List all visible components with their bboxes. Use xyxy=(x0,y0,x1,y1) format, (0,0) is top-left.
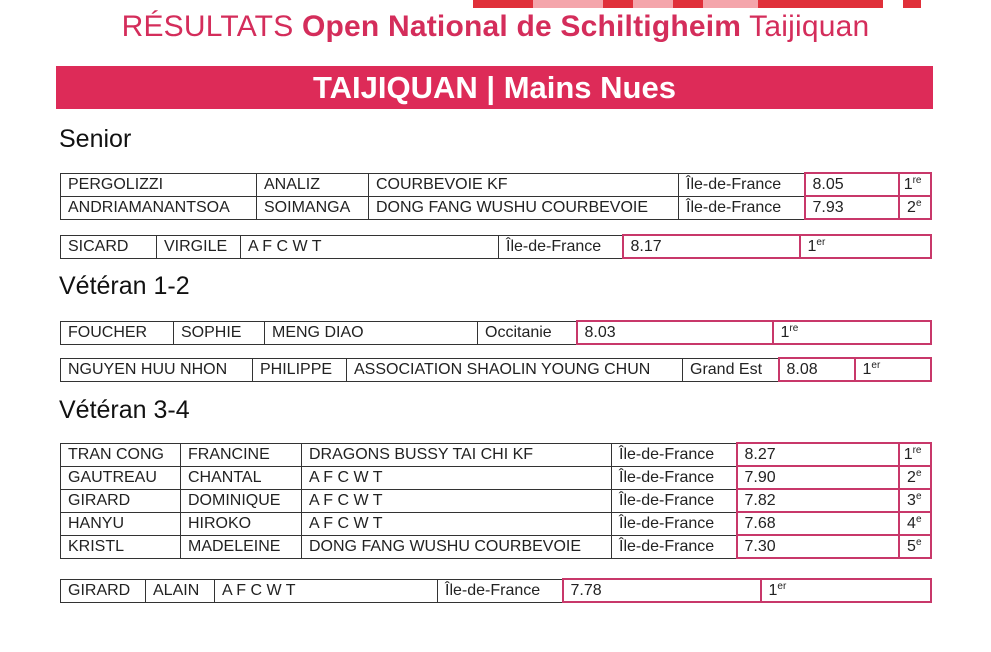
last-name: KRISTL xyxy=(61,535,181,558)
score: 7.82 xyxy=(737,489,899,512)
score: 7.93 xyxy=(805,196,899,219)
rank: 4e xyxy=(899,512,931,535)
rank: 1er xyxy=(855,358,931,381)
table-row xyxy=(61,535,931,558)
score: 7.30 xyxy=(737,535,899,558)
last-name: SICARD xyxy=(61,235,157,258)
region: Île-de-France xyxy=(612,466,737,489)
last-name: PERGOLIZZI xyxy=(61,173,257,196)
table-row xyxy=(61,321,931,344)
region: Grand Est xyxy=(683,358,779,381)
region: Occitanie xyxy=(478,321,577,344)
region: Île-de-France xyxy=(438,579,563,602)
section-heading-veteran-3-4: Vétéran 3-4 xyxy=(59,396,190,424)
first-name: SOIMANGA xyxy=(257,196,369,219)
results-table xyxy=(60,442,932,559)
table-row xyxy=(61,512,931,535)
score: 8.05 xyxy=(805,173,899,196)
score: 8.03 xyxy=(577,321,773,344)
first-name: MADELEINE xyxy=(181,535,302,558)
table-row xyxy=(61,173,931,196)
results-table xyxy=(60,357,932,382)
first-name: ANALIZ xyxy=(257,173,369,196)
first-name: HIROKO xyxy=(181,512,302,535)
region: Île-de-France xyxy=(612,535,737,558)
results-table xyxy=(60,578,932,603)
last-name: ANDRIAMANANTSOA xyxy=(61,196,257,219)
results-table xyxy=(60,234,932,259)
club: A F C W T xyxy=(302,489,612,512)
region: Île-de-France xyxy=(612,489,737,512)
score: 7.68 xyxy=(737,512,899,535)
first-name: CHANTAL xyxy=(181,466,302,489)
rank: 2e xyxy=(899,466,931,489)
club: A F C W T xyxy=(302,512,612,535)
rank: 1re xyxy=(899,443,931,466)
table-row xyxy=(61,235,931,258)
rank: 1er xyxy=(800,235,931,258)
last-name: GIRARD xyxy=(61,579,146,602)
discipline-banner: TAIJIQUAN | Mains Nues xyxy=(56,66,933,109)
region: Île-de-France xyxy=(612,512,737,535)
last-name: HANYU xyxy=(61,512,181,535)
score: 8.27 xyxy=(737,443,899,466)
club: DONG FANG WUSHU COURBEVOIE xyxy=(369,196,679,219)
table-row xyxy=(61,579,931,602)
club: COURBEVOIE KF xyxy=(369,173,679,196)
rank: 1er xyxy=(761,579,931,602)
score: 8.17 xyxy=(623,235,800,258)
last-name: FOUCHER xyxy=(61,321,174,344)
club: ASSOCIATION SHAOLIN YOUNG CHUN xyxy=(347,358,683,381)
rank: 3e xyxy=(899,489,931,512)
club: A F C W T xyxy=(215,579,438,602)
results-table xyxy=(60,320,932,345)
first-name: VIRGILE xyxy=(157,235,241,258)
club: A F C W T xyxy=(241,235,499,258)
first-name: PHILIPPE xyxy=(253,358,347,381)
region: Île-de-France xyxy=(679,173,805,196)
last-name: GIRARD xyxy=(61,489,181,512)
table-row xyxy=(61,358,931,381)
first-name: FRANCINE xyxy=(181,443,302,466)
region: Île-de-France xyxy=(612,443,737,466)
club: A F C W T xyxy=(302,466,612,489)
club: DONG FANG WUSHU COURBEVOIE xyxy=(302,535,612,558)
section-heading-veteran-1-2: Vétéran 1-2 xyxy=(59,272,190,300)
table-row xyxy=(61,466,931,489)
rank: 2e xyxy=(899,196,931,219)
region: Île-de-France xyxy=(499,235,623,258)
last-name: NGUYEN HUU NHON xyxy=(61,358,253,381)
last-name: TRAN CONG xyxy=(61,443,181,466)
region: Île-de-France xyxy=(679,196,805,219)
score: 8.08 xyxy=(779,358,855,381)
table-row xyxy=(61,196,931,219)
page-title: RÉSULTATS Open National de Schiltigheim Taijiquan xyxy=(121,10,870,43)
club: MENG DIAO xyxy=(265,321,478,344)
club: DRAGONS BUSSY TAI CHI KF xyxy=(302,443,612,466)
score: 7.90 xyxy=(737,466,899,489)
last-name: GAUTREAU xyxy=(61,466,181,489)
score: 7.78 xyxy=(563,579,761,602)
rank: 1re xyxy=(899,173,931,196)
first-name: SOPHIE xyxy=(174,321,265,344)
rank: 5e xyxy=(899,535,931,558)
rank: 1re xyxy=(773,321,931,344)
section-heading-senior: Senior xyxy=(59,125,132,153)
results-table xyxy=(60,172,932,220)
table-row xyxy=(61,489,931,512)
table-row xyxy=(61,443,931,466)
first-name: ALAIN xyxy=(146,579,215,602)
header-photo-strip xyxy=(473,0,921,8)
first-name: DOMINIQUE xyxy=(181,489,302,512)
